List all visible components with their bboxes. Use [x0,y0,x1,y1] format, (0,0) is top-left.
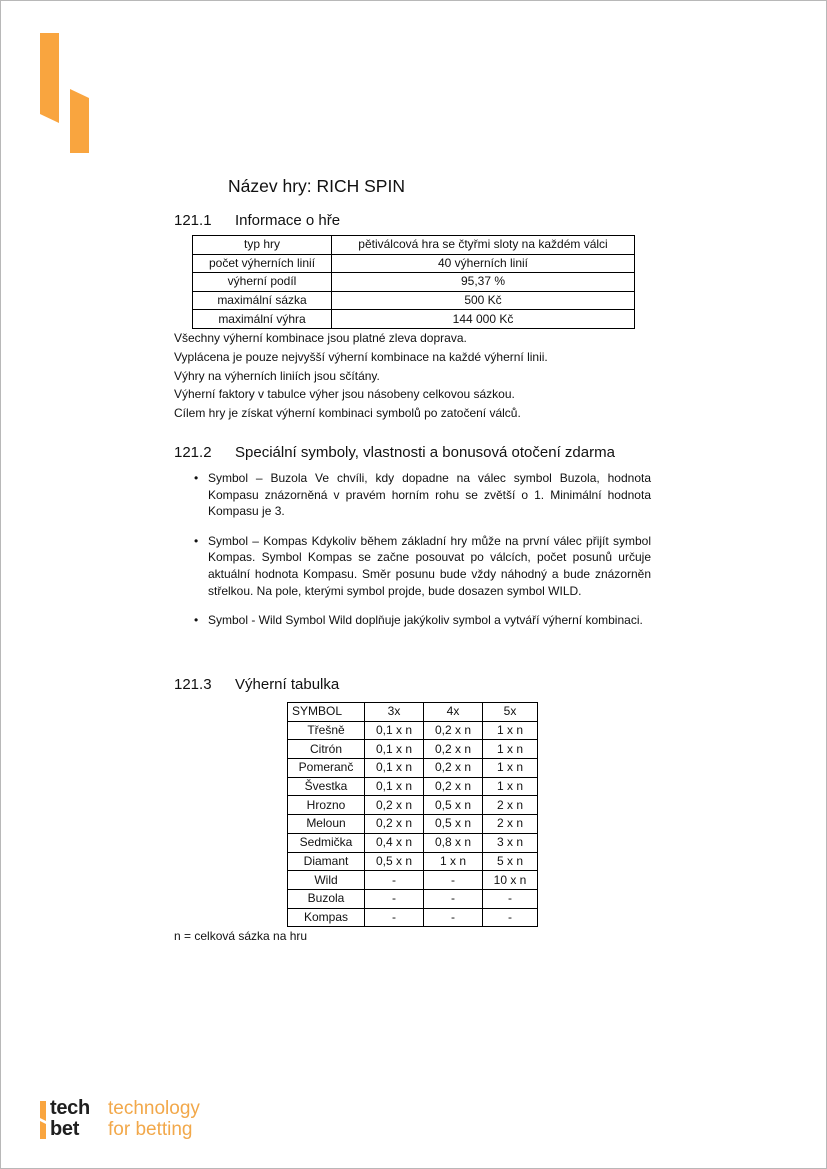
rule-line: Vyplácena je pouze nejvyšší výherní kombinace na každé výherní linii. [174,349,548,364]
paytable-symbol: Diamant [288,852,365,871]
rule-line: Všechny výherní kombinace jsou platné zleva doprava. [174,331,467,345]
paytable-multiplier: 0,5 x n [424,815,483,834]
paytable-symbol: Buzola [288,889,365,908]
section-heading-special [174,444,615,461]
paytable-multiplier: - [365,871,424,890]
info-row [193,310,635,329]
section-title: Speciální symboly, vlastnosti a bonusová otočení zdarma [235,444,615,461]
bullet-wild: • Symbol - Wild Symbol Wild doplňuje jakýkoliv symbol a vytváří výherní kombinaci. [192,612,651,629]
paytable-header-cell: 4x [424,703,483,722]
paytable-header-row [288,703,538,722]
paytable-multiplier: 0,1 x n [365,740,424,759]
rule-line: Výherní faktory v tabulce výher jsou násobeny celkovou sázkou. [174,387,515,402]
info-value: 500 Kč [332,291,635,310]
paytable-symbol: Sedmička [288,833,365,852]
paytable-multiplier: 0,2 x n [365,815,424,834]
game-info-table [192,235,635,329]
paytable-symbol: Pomeranč [288,759,365,778]
brand-word-tech: tech [50,1097,90,1119]
page-title: Název hry: RICH SPIN [228,176,405,196]
brand-tagline-2: for betting [108,1119,193,1140]
logo-bar-right [70,89,89,153]
paytable-row [288,740,538,759]
paytable-multiplier: - [365,908,424,927]
info-row [193,273,635,292]
paytable-multiplier: 0,2 x n [365,796,424,815]
paytable-row [288,815,538,834]
section-number: 121.3 [174,676,212,693]
paytable-row [288,871,538,890]
section-title: Výherní tabulka [235,676,340,693]
paytable-multiplier: 0,2 x n [424,740,483,759]
paytable-symbol: Meloun [288,815,365,834]
paytable-multiplier: 0,2 x n [424,777,483,796]
brand-bar-icon [40,1101,47,1139]
paytable-row [288,889,538,908]
brand-word-bet: bet [50,1118,80,1140]
bullet-buzola: • Symbol – Buzola Ve chvíli, kdy dopadne na válec symbol Buzola, hodnota Kompasu znázorněná v pravém horním rohu se zvětší o 1. Minimální hodnota Kompasu je 3. [192,470,651,520]
paytable-multiplier: 1 x n [483,777,538,796]
info-label: počet výherních linií [193,254,332,273]
section-heading-paytable [174,676,339,693]
paytable-multiplier: 0,4 x n [365,833,424,852]
info-label: výherní podíl [193,273,332,292]
paytable-row [288,852,538,871]
paytable-row [288,759,538,778]
special-symbols-list [192,470,651,641]
paytable-multiplier: 1 x n [483,740,538,759]
paytable-symbol: Citrón [288,740,365,759]
paytable-multiplier: - [424,908,483,927]
paytable-header-cell: SYMBOL [288,703,365,722]
info-row [193,254,635,273]
rules-paragraph [174,329,654,423]
paytable-multiplier: 0,2 x n [424,759,483,778]
paytable-multiplier: 3 x n [483,833,538,852]
paytable-multiplier: 2 x n [483,815,538,834]
info-value: 144 000 Kč [332,310,635,329]
section-title: Informace o hře [235,212,341,229]
paytable-symbol: Hrozno [288,796,365,815]
paytable-multiplier: - [483,908,538,927]
info-value: 40 výherních linií [332,254,635,273]
info-row [193,291,635,310]
rule-line: Cílem hry je získat výherní kombinaci symbolů po zatočení válců. [174,406,521,421]
section-number: 121.2 [174,444,212,461]
footnote: n = celková sázka na hru [174,929,308,943]
paytable-multiplier: 0,5 x n [365,852,424,871]
paytable-header-cell: 5x [483,703,538,722]
bullet-kompas: • Symbol – Kompas Kdykoliv během základní hry může na první válec přijít symbol Kompas. Symbol Kompas se začne posouvat po válcích, počet posunů určuje aktuální hodnota Kompasu. Směr posunu bude vždy náhodný a bude znázorněn střelkou. Na pole, kterými symbol projde, bude dosazen symbol WILD. [192,533,651,600]
info-label: maximální výhra [193,310,332,329]
paytable-row [288,721,538,740]
paytable-multiplier: 0,1 x n [365,777,424,796]
paytable-multiplier: 0,2 x n [424,721,483,740]
paytable-multiplier: 10 x n [483,871,538,890]
techbet-mark-icon [40,33,92,155]
paytable-multiplier: 2 x n [483,796,538,815]
logo-bar-left [40,33,59,123]
paytable-symbol: Kompas [288,908,365,927]
info-value: 95,37 % [332,273,635,292]
paytable-symbol: Švestka [288,777,365,796]
paytable-symbol: Wild [288,871,365,890]
paytable-row [288,796,538,815]
paytable-multiplier: 0,8 x n [424,833,483,852]
paytable-multiplier: 1 x n [424,852,483,871]
paytable-multiplier: 0,5 x n [424,796,483,815]
paytable-multiplier: 1 x n [483,721,538,740]
section-heading-info [174,212,340,229]
paytable-multiplier: 1 x n [483,759,538,778]
paytable-header-cell: 3x [365,703,424,722]
brand-tagline-1: technology [108,1098,200,1119]
info-value: pětiválcová hra se čtyřmi sloty na každém válci [332,236,635,255]
paytable-multiplier: 5 x n [483,852,538,871]
info-label: maximální sázka [193,291,332,310]
paytable-multiplier: - [483,889,538,908]
paytable-multiplier: - [365,889,424,908]
paytable-multiplier: - [424,889,483,908]
paytable-row [288,777,538,796]
paytable-row [288,833,538,852]
section-number: 121.1 [174,212,212,229]
paytable-multiplier: 0,1 x n [365,759,424,778]
rule-line: Výhry na výherních liniích jsou sčítány. [174,368,380,383]
paytable-row [288,908,538,927]
paytable-symbol: Třešně [288,721,365,740]
paytable [287,702,538,927]
info-label: typ hry [193,236,332,255]
paytable-multiplier: - [424,871,483,890]
info-row [193,236,635,255]
paytable-multiplier: 0,1 x n [365,721,424,740]
